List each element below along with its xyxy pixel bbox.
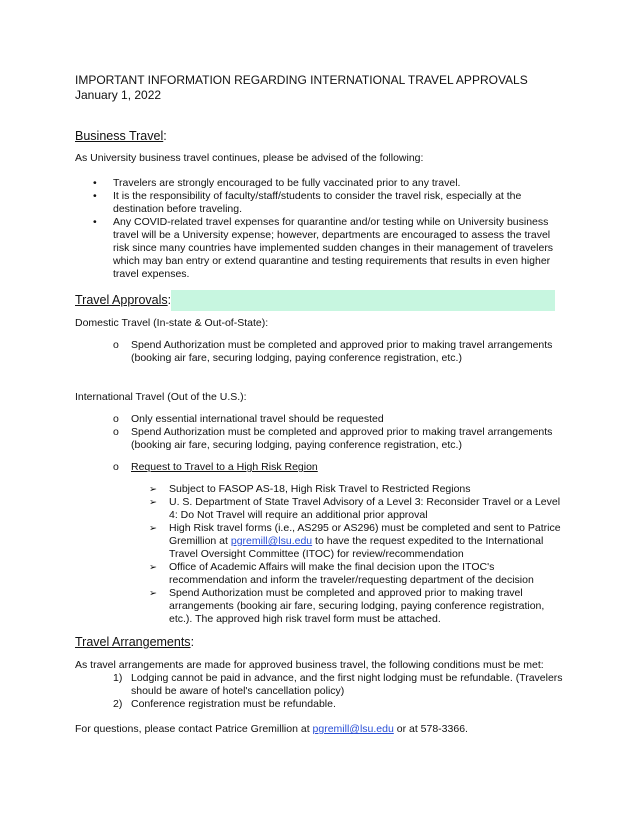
list-item: ➢ High Risk travel forms (i.e., AS295 or AS296) must be completed and sent to Patrice Gremillion at pgremill@lsu.edu to have the request expedited to the International Travel Oversight Committee (ITOC) for review/recommendation <box>149 522 561 560</box>
number-marker: 2) <box>113 698 123 710</box>
list-item: ➢ Office of Academic Affairs will make the final decision upon the ITOC's recommendation and inform the traveler/requesting department of the decision <box>149 561 534 586</box>
bullet-marker: • <box>93 216 97 228</box>
arrow-marker: ➢ <box>149 484 157 495</box>
circle-marker: o <box>113 413 119 425</box>
domestic-travel-label: Domestic Travel (In-state & Out-of-State): <box>75 317 269 329</box>
high-risk-label: Request to Travel to a High Risk Region <box>131 461 318 473</box>
business-bullet-list <box>75 177 565 281</box>
number-marker: 1) <box>113 672 123 684</box>
bullet-marker: • <box>93 190 97 202</box>
travel-arrangements-heading: Travel Arrangements: <box>75 635 195 649</box>
list-item: 1) Lodging cannot be paid in advance, and the first night lodging must be refundable. (Travelers should be aware of hotel's cancellation policy) <box>113 672 563 697</box>
highlight-band <box>171 290 555 311</box>
arrangements-intro: As travel arrangements are made for approved business travel, the following conditions must be met: <box>75 659 544 671</box>
email-link[interactable]: pgremill@lsu.edu <box>230 535 313 547</box>
list-item: • Travelers are strongly encouraged to be fully vaccinated prior to any travel. <box>93 177 461 189</box>
contact-line: For questions, please contact Patrice Gremillion at pgremill@lsu.edu or at 578-3366. <box>75 723 468 735</box>
business-travel-heading: Business Travel: <box>75 129 167 143</box>
document-title: IMPORTANT INFORMATION REGARDING INTERNATIONAL TRAVEL APPROVALS <box>75 73 528 87</box>
circle-marker: o <box>113 461 119 473</box>
arrangements-list <box>75 672 565 711</box>
list-item: 2) Conference registration must be refundable. <box>113 698 336 710</box>
list-item: o Only essential international travel should be requested <box>113 413 384 425</box>
list-item: ➢ U. S. Department of State Travel Advisory of a Level 3: Reconsider Travel or a Level 4: Do Not Travel will require an additional prior approval <box>149 496 561 521</box>
list-item: • It is the responsibility of faculty/staff/students to consider the travel risk, especially at the destination before traveling. <box>93 190 522 215</box>
arrow-marker: ➢ <box>149 588 157 599</box>
document-page <box>75 73 565 736</box>
international-list <box>75 413 565 474</box>
international-travel-label: International Travel (Out of the U.S.): <box>75 391 247 403</box>
list-item: • Any COVID-related travel expenses for quarantine and/or testing while on University business travel will be a University expense; however, departments are encouraged to assess the travel risk since many countries have implemented sudden changes in their management of travelers which may ban entry or extend quarantine and testing requirements that results in even higher travel expenses. <box>93 216 554 280</box>
list-item: ➢ Subject to FASOP AS-18, High Risk Travel to Restricted Regions <box>149 483 471 495</box>
bullet-marker: • <box>93 177 97 189</box>
list-item: ➢ Spend Authorization must be completed and approved prior to making travel arrangements (booking air fare, securing lodging, paying conference registration, etc.). The approved high risk travel form must be attached. <box>149 587 545 625</box>
arrow-marker: ➢ <box>149 562 157 573</box>
circle-marker: o <box>113 339 119 351</box>
high-risk-list <box>75 483 565 626</box>
list-item: o Spend Authorization must be completed and approved prior to making travel arrangements (booking air fare, securing lodging, paying conference registration, etc.) <box>113 426 553 451</box>
travel-approvals-heading: Travel Approvals: <box>75 292 565 308</box>
document-date: January 1, 2022 <box>75 88 162 102</box>
contact-email-link[interactable]: pgremill@lsu.edu <box>312 723 394 735</box>
circle-marker: o <box>113 426 119 438</box>
list-item <box>75 461 565 474</box>
arrow-marker: ➢ <box>149 497 157 508</box>
arrow-marker: ➢ <box>149 523 157 534</box>
domestic-list <box>75 339 565 365</box>
list-item: o Spend Authorization must be completed and approved prior to making travel arrangements (booking air fare, securing lodging, paying conference registration, etc.) <box>113 339 553 364</box>
business-intro: As University business travel continues, please be advised of the following: <box>75 152 424 164</box>
